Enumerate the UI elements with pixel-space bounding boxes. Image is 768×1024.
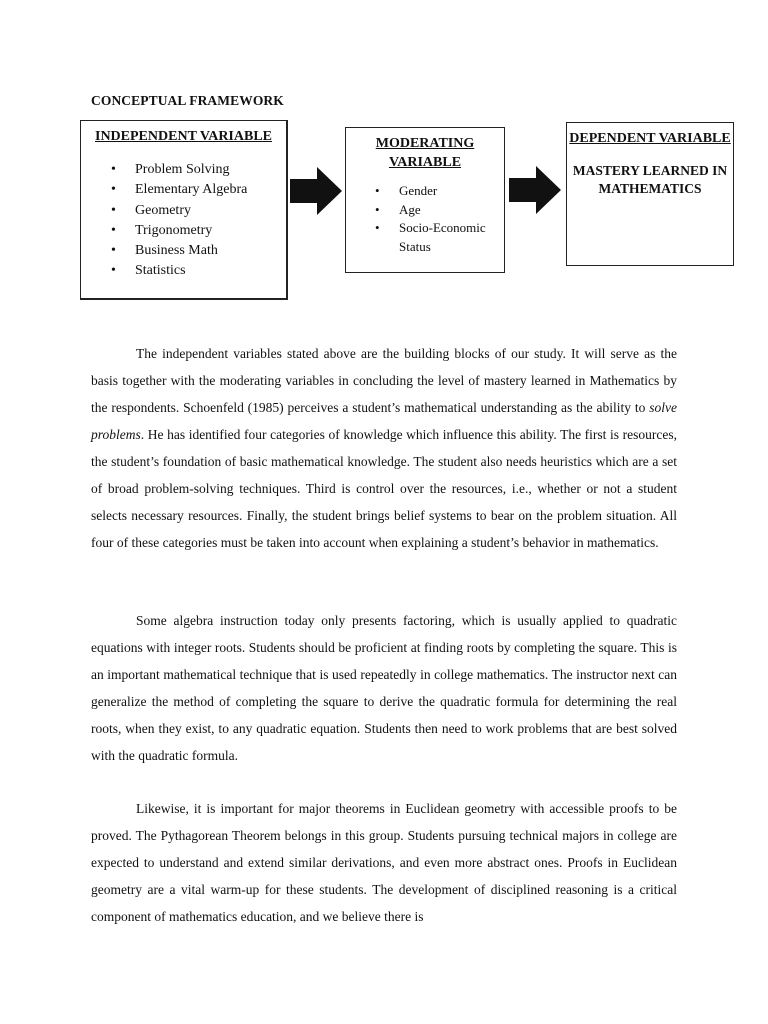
list-item: • Gender bbox=[399, 182, 504, 201]
moderating-variable-box bbox=[345, 127, 505, 273]
independent-variable-box bbox=[80, 120, 288, 300]
paragraph-1-text-b: . He has identified four categories of knowledge which influence this ability. The first is resources, the student’s foundation of basic mathematical knowledge. The student also needs heuristics which are a set of broad problem-solving techniques. Third is control over the resources, i.e., whether or not a student selects necessary resources. Finally, the student brings belief systems to bear on the problem situation. All four of these categories must be taken into account when explaining a student’s behavior in mathematics. bbox=[91, 427, 677, 550]
paragraph-2-text: Some algebra instruction today only presents factoring, which is usually applied to quadratic equations with integer roots. Students should be proficient at finding roots by completing the square. This is an important mathematical technique that is used repeatedly in college mathematics. The instructor next can generalize the method of completing the square to derive the quadratic formula for determining the real roots, when they exist, to any quadratic equation. Students then need to work problems that are best solved with the quadratic formula. bbox=[91, 613, 677, 763]
list-item: • Socio-Economic Status bbox=[399, 219, 499, 256]
dependent-variable-title: DEPENDENT VARIABLE bbox=[569, 131, 731, 146]
right-arrow-icon bbox=[509, 166, 561, 214]
moderating-variable-title: MODERATING VARIABLE bbox=[375, 136, 475, 170]
list-item: • Geometry bbox=[135, 201, 286, 221]
paragraph-1-text-a: The independent variables stated above are the building blocks of our study. It will serve as the basis together with the moderating variables in concluding the level of mastery learned in Mathematics by the respondents. Schoenfeld (1985) perceives a student’s mathematical understanding as the ability to bbox=[91, 346, 677, 415]
independent-variable-title: INDEPENDENT VARIABLE bbox=[95, 129, 272, 144]
dependent-variable-box bbox=[566, 122, 734, 266]
paragraph-2 bbox=[91, 607, 677, 769]
paragraph-3 bbox=[91, 795, 677, 930]
paragraph-1 bbox=[91, 340, 677, 556]
right-arrow-icon bbox=[290, 167, 342, 215]
list-item: • Age bbox=[399, 201, 504, 220]
dependent-variable-text: MASTERY LEARNED IN MATHEMATICS bbox=[572, 163, 728, 196]
moderating-variable-list bbox=[399, 182, 504, 256]
page-heading: CONCEPTUAL FRAMEWORK bbox=[91, 93, 284, 108]
paragraph-3-text: Likewise, it is important for major theorems in Euclidean geometry with accessible proofs to be proved. The Pythagorean Theorem belongs in this group. Students pursuing technical majors in college are expected to understand and extend similar derivations, and even more abstract ones. Proofs in Euclidean geometry are a vital warm-up for these students. The development of disciplined reasoning is a critical component of mathematics education, and we believe there is bbox=[91, 801, 677, 924]
list-item: • Elementary Algebra bbox=[135, 180, 286, 200]
list-item: • Statistics bbox=[135, 261, 286, 281]
paragraph-1-emphasis: solve problems bbox=[91, 400, 677, 442]
list-item: • Business Math bbox=[135, 241, 286, 261]
list-item: • Trigonometry bbox=[135, 221, 286, 241]
list-item: • Problem Solving bbox=[135, 160, 286, 180]
independent-variable-list bbox=[135, 160, 286, 282]
